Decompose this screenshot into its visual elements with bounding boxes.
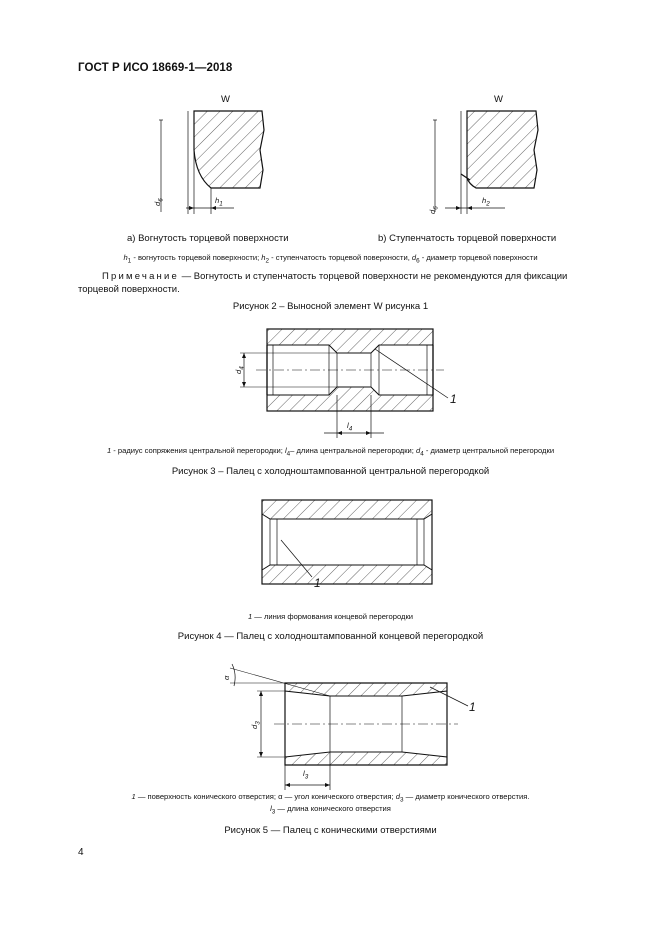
fig2-legend: $h_1$ - вогнутость торцевой поверхности; $h_2$ - ступенчатость торцевой поверхности, $d_6$ - диаметр торцевой поверхности [123,253,538,265]
fig4-callout: 1 [314,576,321,590]
fig2a-caption: a) Вогнутость торцевой поверхности [127,233,289,244]
fig2a-dim-h1: $h_1$ [215,196,223,208]
page-number: 4 [78,847,84,858]
fig2b-label-w: W [494,94,503,105]
figure-3-title: Рисунок 3 – Палец с холодноштампованной центральной перегородкой [171,466,490,477]
fig3-dim-l4: $l_4$ [347,421,353,433]
figure-5-title: Рисунок 5 — Палец с коническими отверстиями [224,825,437,836]
fig5-callout: 1 [469,700,476,714]
figure-5-drawing [230,664,468,790]
fig2b-dim-h2: $h_2$ [482,196,490,208]
figure-4-drawing [262,500,432,584]
document-header: ГОСТ Р ИСО 18669-1—2018 [78,62,233,74]
fig5-dim-d3: $d_3$ [250,721,262,729]
fig3-callout: 1 [450,392,457,406]
fig2a-label-w: W [221,94,230,105]
figure-4-title: Рисунок 4 — Палец с холодноштампованной концевой перегородкой [177,631,484,642]
fig2b-dim-d6: $d_6$ [428,206,440,214]
fig2b-caption: b) Ступенчатость торцевой поверхности [378,233,557,244]
fig5-legend-line2: $l_3$ — длина конического отверстия [270,804,391,816]
fig5-dim-l3: $l_3$ [303,769,309,781]
figure-2-title: Рисунок 2 – Выносной элемент W рисунка 1 [232,301,429,312]
fig3-legend: 1 - радиус сопряжения центральной перегородки; $l_4-$ длина центральной перегородки; $d_4$ - диаметр центральной перегородки [106,446,555,458]
fig2b-section [467,111,538,188]
fig3-dim-d4: $d_4$ [234,366,246,374]
fig5-dim-alpha: α [222,675,231,680]
fig2a-dim-d6: $d_6$ [153,198,165,206]
figure-3-drawing [240,329,448,438]
fig5-legend-line1: 1 — поверхность конического отверстия; α — угол конического отверстия; $d_3$ — диаметр конического отверстия. [131,792,530,804]
fig2a-section [194,111,264,188]
fig4-legend: 1 — линия формования концевой перегородки [247,612,414,621]
fig2-note: Примечание — Вогнутость и ступенчатость торцевой поверхности не рекомендуются для фиксации торцевой поверхности. [78,271,568,295]
